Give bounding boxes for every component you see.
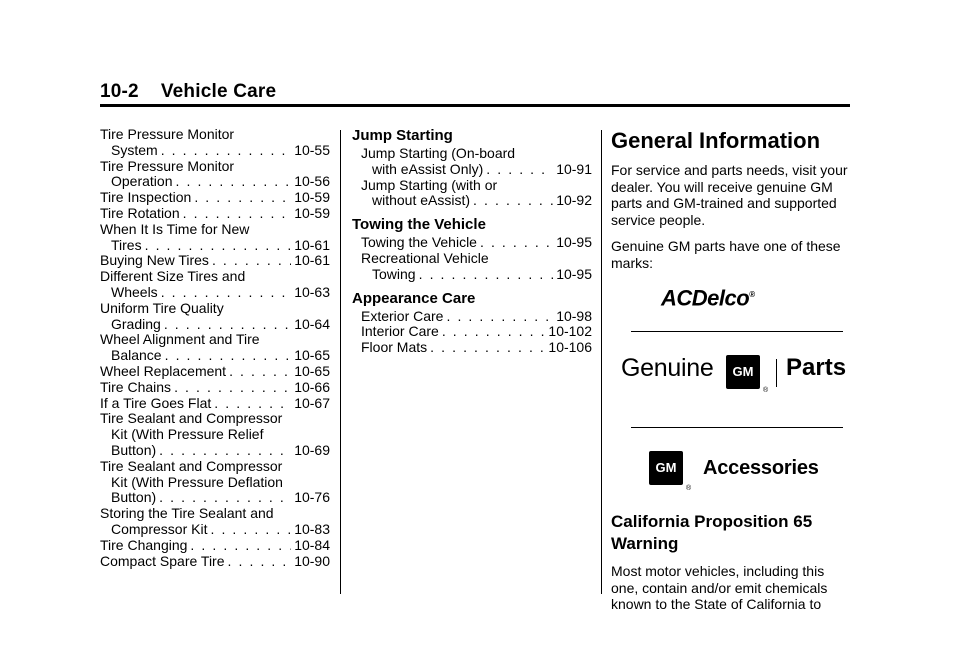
toc-page-ref: 10-91: [556, 160, 592, 177]
toc-entry-label: If a Tire Goes Flat: [100, 394, 212, 411]
toc-page-ref: 10-95: [556, 234, 592, 251]
toc-page-ref: 10-102: [548, 323, 592, 340]
toc-entry: [100, 222, 330, 254]
header-rule: [100, 104, 850, 107]
leader-dots: [228, 554, 292, 570]
leader-dots: [175, 174, 291, 190]
toc-entry: [100, 380, 330, 396]
leader-dots: [164, 317, 291, 333]
toc-entry: [361, 178, 592, 210]
toc-page-ref: 10-64: [294, 315, 330, 332]
leader-dots: [194, 190, 291, 206]
genuine-gm-parts-logo: Genuine GM ® Parts: [621, 354, 847, 394]
toc-entry: [100, 190, 330, 206]
toc-entry-label: Compact Spare Tire: [100, 552, 225, 569]
gm-logo-icon: GM: [649, 451, 683, 485]
toc-entry-label: Tire Rotation: [100, 204, 180, 221]
toc-page-ref: 10-83: [294, 520, 330, 537]
toc-entry: [100, 301, 330, 333]
toc-page-ref: 10-92: [556, 192, 592, 209]
toc-entry-label: Buying New Tires: [100, 252, 209, 269]
leader-dots: [430, 340, 545, 356]
toc-entry-label: Button): [111, 441, 157, 458]
paragraph: Most motor vehicles, including this one, contain and/or emit chemicals known to the State of California to: [611, 563, 828, 612]
toc-section-title: Jump Starting: [352, 127, 453, 144]
toc-page-ref: 10-98: [556, 307, 592, 324]
paragraph: For service and parts needs, visit your dealer. You will receive genuine GM parts and GM-trained and supported service people.: [611, 162, 848, 228]
toc-entry: [361, 146, 592, 178]
toc-entry-label: Jump Starting (with or: [361, 176, 498, 193]
toc-entry-label: Exterior Care: [361, 307, 444, 324]
leader-dots: [165, 348, 292, 364]
leader-dots: [161, 143, 292, 159]
leader-dots: [229, 364, 291, 380]
toc-entry: [100, 554, 330, 570]
toc-entry: [361, 340, 592, 356]
toc-entry-label: Kit (With Pressure Deflation: [111, 473, 283, 490]
toc-page-ref: 10-69: [294, 441, 330, 458]
column-divider: [340, 130, 341, 594]
leader-dots: [480, 235, 553, 251]
leader-dots: [486, 162, 553, 178]
toc-entry-label: Button): [111, 489, 157, 506]
toc-section: [352, 290, 592, 356]
toc-entry-label: Tire Sealant and Compressor: [100, 410, 283, 427]
toc-column-1: [100, 127, 330, 569]
gm-accessories-logo: Accessories: [703, 457, 819, 479]
toc-page-ref: 10-61: [294, 252, 330, 269]
toc-entry-label: Tire Sealant and Compressor: [100, 457, 283, 474]
toc-entry-label: Towing: [372, 265, 416, 282]
toc-page-ref: 10-66: [294, 378, 330, 395]
leader-dots: [159, 443, 291, 459]
toc-entry-label: Recreational Vehicle: [361, 249, 489, 266]
toc-entry: [100, 332, 330, 364]
toc-section-title: Towing the Vehicle: [352, 216, 486, 234]
gm-marks: ACDelco® Genuine GM ® Parts GM ® Accessories: [611, 281, 851, 511]
leader-dots: [214, 396, 291, 412]
toc-entry-label: Operation: [111, 173, 173, 190]
toc-entry: [361, 309, 592, 325]
toc-entry-label: Wheel Alignment and Tire: [100, 331, 260, 348]
toc-entry: [100, 269, 330, 301]
toc-entry-label: Tire Chains: [100, 378, 172, 395]
toc-entry-label: Interior Care: [361, 323, 439, 340]
toc-entry-label: Tire Pressure Monitor: [100, 126, 235, 142]
toc-section: [352, 127, 592, 209]
leader-dots: [210, 522, 291, 538]
leader-dots: [159, 490, 291, 506]
toc-entry: [100, 411, 330, 458]
toc-entry: [100, 538, 330, 554]
toc-column-2: [352, 127, 592, 363]
toc-entry-label: Wheel Replacement: [100, 362, 227, 379]
toc-entry: [361, 235, 592, 251]
toc-page-ref: 10-59: [294, 189, 330, 206]
toc-entry-label: Towing the Vehicle: [361, 234, 477, 251]
toc-page-ref: 10-106: [548, 339, 592, 356]
leader-dots: [174, 380, 291, 396]
page-header: [100, 81, 276, 103]
leader-dots: [161, 285, 292, 301]
paragraph: Genuine GM parts have one of these marks:: [611, 238, 841, 271]
toc-entry: [100, 253, 330, 269]
toc-entry-label: Tire Changing: [100, 536, 188, 553]
leader-dots: [473, 193, 553, 209]
toc-page-ref: 10-67: [294, 394, 330, 411]
toc-page-ref: 10-56: [294, 173, 330, 190]
leader-dots: [190, 538, 291, 554]
toc-entry-label: Kit (With Pressure Relief: [111, 426, 264, 443]
toc-page-ref: 10-59: [294, 204, 330, 221]
toc-page-ref: 10-55: [294, 141, 330, 158]
toc-entry-label: Tire Pressure Monitor: [100, 157, 235, 174]
toc-entry-label: Tires: [111, 236, 142, 253]
toc-section-title: Appearance Care: [352, 289, 476, 307]
gm-logo-icon: GM: [726, 355, 760, 389]
toc-entry: [100, 506, 330, 538]
leader-dots: [442, 324, 546, 340]
toc-entry-label: Different Size Tires and: [100, 268, 246, 285]
chapter-title: Vehicle Care: [160, 81, 277, 102]
toc-entry-label: Jump Starting (On-board: [361, 145, 516, 161]
toc-entry-label: When It Is Time for New: [100, 220, 250, 237]
toc-page-ref: 10-95: [556, 265, 592, 282]
page-number: 10-2: [100, 81, 139, 102]
leader-dots: [446, 309, 553, 325]
toc-entry-label: without eAssist): [372, 192, 471, 209]
toc-page-ref: 10-84: [294, 536, 330, 553]
column-divider: [601, 130, 602, 594]
leader-dots: [212, 253, 291, 269]
toc-entry: [100, 364, 330, 380]
toc-entry: [361, 324, 592, 340]
toc-entry: [361, 251, 592, 283]
toc-entry-label: System: [111, 141, 158, 158]
general-information-column: [611, 127, 851, 623]
toc-entry-label: with eAssist Only): [372, 160, 484, 177]
acdelco-logo: ACDelco®: [661, 285, 755, 311]
toc-entry-label: Storing the Tire Sealant and: [100, 505, 274, 522]
toc-entry-label: Grading: [111, 315, 161, 332]
toc-page-ref: 10-65: [294, 362, 330, 379]
section-heading: General Information: [611, 128, 821, 153]
toc-page-ref: 10-90: [294, 552, 330, 569]
toc-entry-label: Floor Mats: [361, 339, 428, 356]
toc-entry: [100, 159, 330, 191]
toc-entry-label: Tire Inspection: [100, 189, 192, 206]
toc-page-ref: 10-61: [294, 236, 330, 253]
toc-entry: [100, 206, 330, 222]
toc-entry: [100, 396, 330, 412]
section-heading: California Proposition 65 Warning: [611, 512, 813, 553]
divider: [631, 427, 843, 428]
toc-entry: [100, 127, 330, 159]
toc-page-ref: 10-63: [294, 283, 330, 300]
toc-page-ref: 10-76: [294, 489, 330, 506]
divider: [631, 331, 843, 332]
toc-entry-label: Balance: [111, 347, 162, 364]
leader-dots: [183, 206, 292, 222]
toc-entry: [100, 459, 330, 506]
toc-entry-label: Compressor Kit: [111, 520, 208, 537]
toc-entry-label: Uniform Tire Quality: [100, 299, 224, 316]
toc-entry-label: Wheels: [111, 283, 158, 300]
toc-section: [352, 216, 592, 282]
leader-dots: [145, 238, 292, 254]
toc-page-ref: 10-65: [294, 347, 330, 364]
leader-dots: [419, 267, 554, 283]
